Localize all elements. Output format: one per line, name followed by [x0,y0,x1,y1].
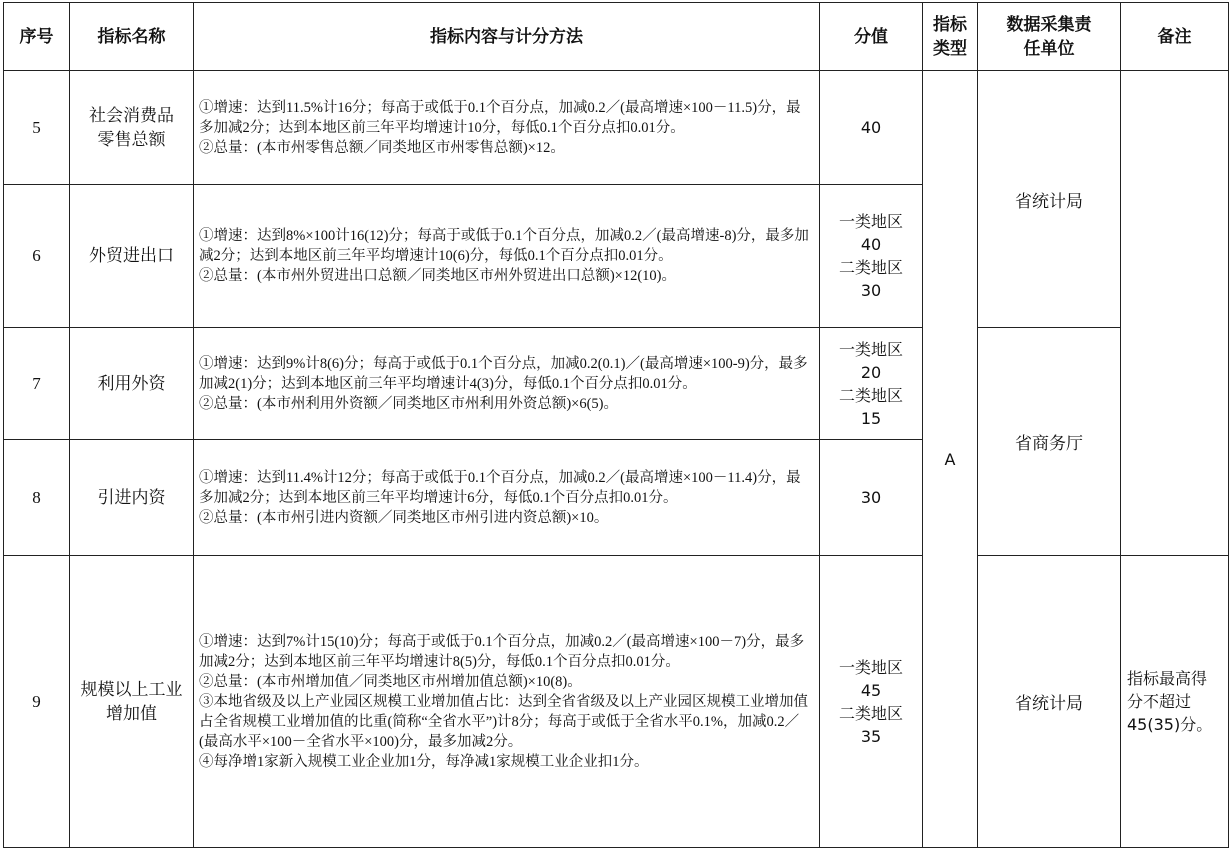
content-line: ①增速：达到8%×100计16(12)分；每高于或低于0.1个百分点，加减0.2／(最高增速-8)分，最多加减2分；达到本地区前三年平均增速计10(6)分，每低0.1个百分点扣0.01分。 [199,228,809,264]
row-seq: 8 [4,440,70,556]
content-line: ②总量：(本市州利用外资额／同类地区市州利用外资总额)×6(5)。 [199,395,618,412]
header-type: 指标类型 [923,3,978,71]
responsible-unit-2: 省商务厅 [978,328,1121,556]
row-score [820,328,923,440]
score-value: 40 [860,235,882,254]
row-seq: 6 [4,185,70,328]
content-line: ④每净增1家新入规模工业企业加1分，每净减1家规模工业企业扣1分。 [199,753,649,770]
score-value: 20 [860,362,882,382]
row-note: 指标最高得分不超过45(35)分。 [1121,556,1229,848]
row-name: 社会消费品零售总额 [70,71,194,185]
row-name: 引进内资 [70,440,194,556]
indicator-table [3,2,1229,848]
header-row [4,3,1229,71]
content-line: ②总量：(本市州引进内资额／同类地区市州引进内资总额)×10。 [199,509,609,526]
content-line: ③本地省级及以上产业园区规模工业增加值占比：达到全省省级及以上产业园区规模工业增加值占全省规模工业增加值的比重(简称“全省水平”)计8分；每高于或低于全省水平0.1%，加减0.2／(最高水平×100－全省水平×100)分，最多加减2分。 [199,693,808,750]
content-line: ①增速：达到7%计15(10)分；每高于或低于0.1个百分点，加减0.2／(最高增速×100－7)分，最多加减2分；达到本地区前三年平均增速计8(5)分，每低0.1个百分点扣0.01分。 [199,633,805,670]
score-value: 45 [860,680,882,700]
header-unit: 数据采集责任单位 [978,3,1121,71]
row-seq: 7 [4,328,70,440]
score-label: 一类地区 [838,212,903,231]
row-seq: 5 [4,71,70,185]
row-seq: 9 [4,556,70,848]
score-label: 二类地区 [838,703,903,723]
content-line: ②总量：(本市州外贸进出口总额／同类地区市州外贸进出口总额)×12(10)。 [199,268,676,284]
row-name: 利用外资 [70,328,194,440]
row-score [820,185,923,328]
row-content [194,440,820,556]
row-name: 外贸进出口 [70,185,194,328]
score-value: 35 [860,726,882,746]
content-line: ①增速：达到11.4%计12分；每高于或低于0.1个百分点，加减0.2／(最高增速×100－11.4)分，最多加减2分；达到本地区前三年平均增速计6分，每低0.1个百分点扣0.01分。 [199,469,801,506]
row-content [194,328,820,440]
responsible-unit-1: 省统计局 [978,71,1121,328]
content-line: ②总量：(本市州零售总额／同类地区市州零售总额)×12。 [199,139,565,156]
score-value: 30 [860,281,882,300]
header-score: 分值 [820,3,923,71]
score-value: 15 [860,408,882,428]
row-content [194,185,820,328]
content-line: ②总量：(本市州增加值／同类地区市州增加值总额)×10(8)。 [199,673,582,690]
header-content: 指标内容与计分方法 [194,3,820,71]
score-label: 二类地区 [838,385,903,405]
score-value: 40 [860,118,882,137]
indicator-type: A [923,71,978,848]
row-score [820,440,923,556]
row-score [820,556,923,848]
score-value: 30 [860,488,882,507]
score-label: 二类地区 [838,258,903,277]
responsible-unit-3: 省统计局 [978,556,1121,848]
header-note: 备注 [1121,3,1229,71]
score-label: 一类地区 [838,657,903,677]
row-score [820,71,923,185]
table-row [4,71,1229,185]
row-content [194,556,820,848]
row-content [194,71,820,185]
note-empty [1121,71,1229,556]
table-row [4,556,1229,848]
header-seq: 序号 [4,3,70,71]
table-row [4,328,1229,440]
row-name: 规模以上工业增加值 [70,556,194,848]
content-line: ①增速：达到11.5%计16分；每高于或低于0.1个百分点，加减0.2／(最高增速×100－11.5)分，最多加减2分；达到本地区前三年平均增速计10分，每低0.1个百分点扣0.01分。 [199,99,801,136]
header-name: 指标名称 [70,3,194,71]
score-label: 一类地区 [838,339,903,359]
content-line: ①增速：达到9%计8(6)分；每高于或低于0.1个百分点，加减0.2(0.1)／(最高增速×100-9)分，最多加减2(1)分；达到本地区前三年平均增速计4(3)分，每低0.1个百分点扣0.01分。 [199,355,808,392]
